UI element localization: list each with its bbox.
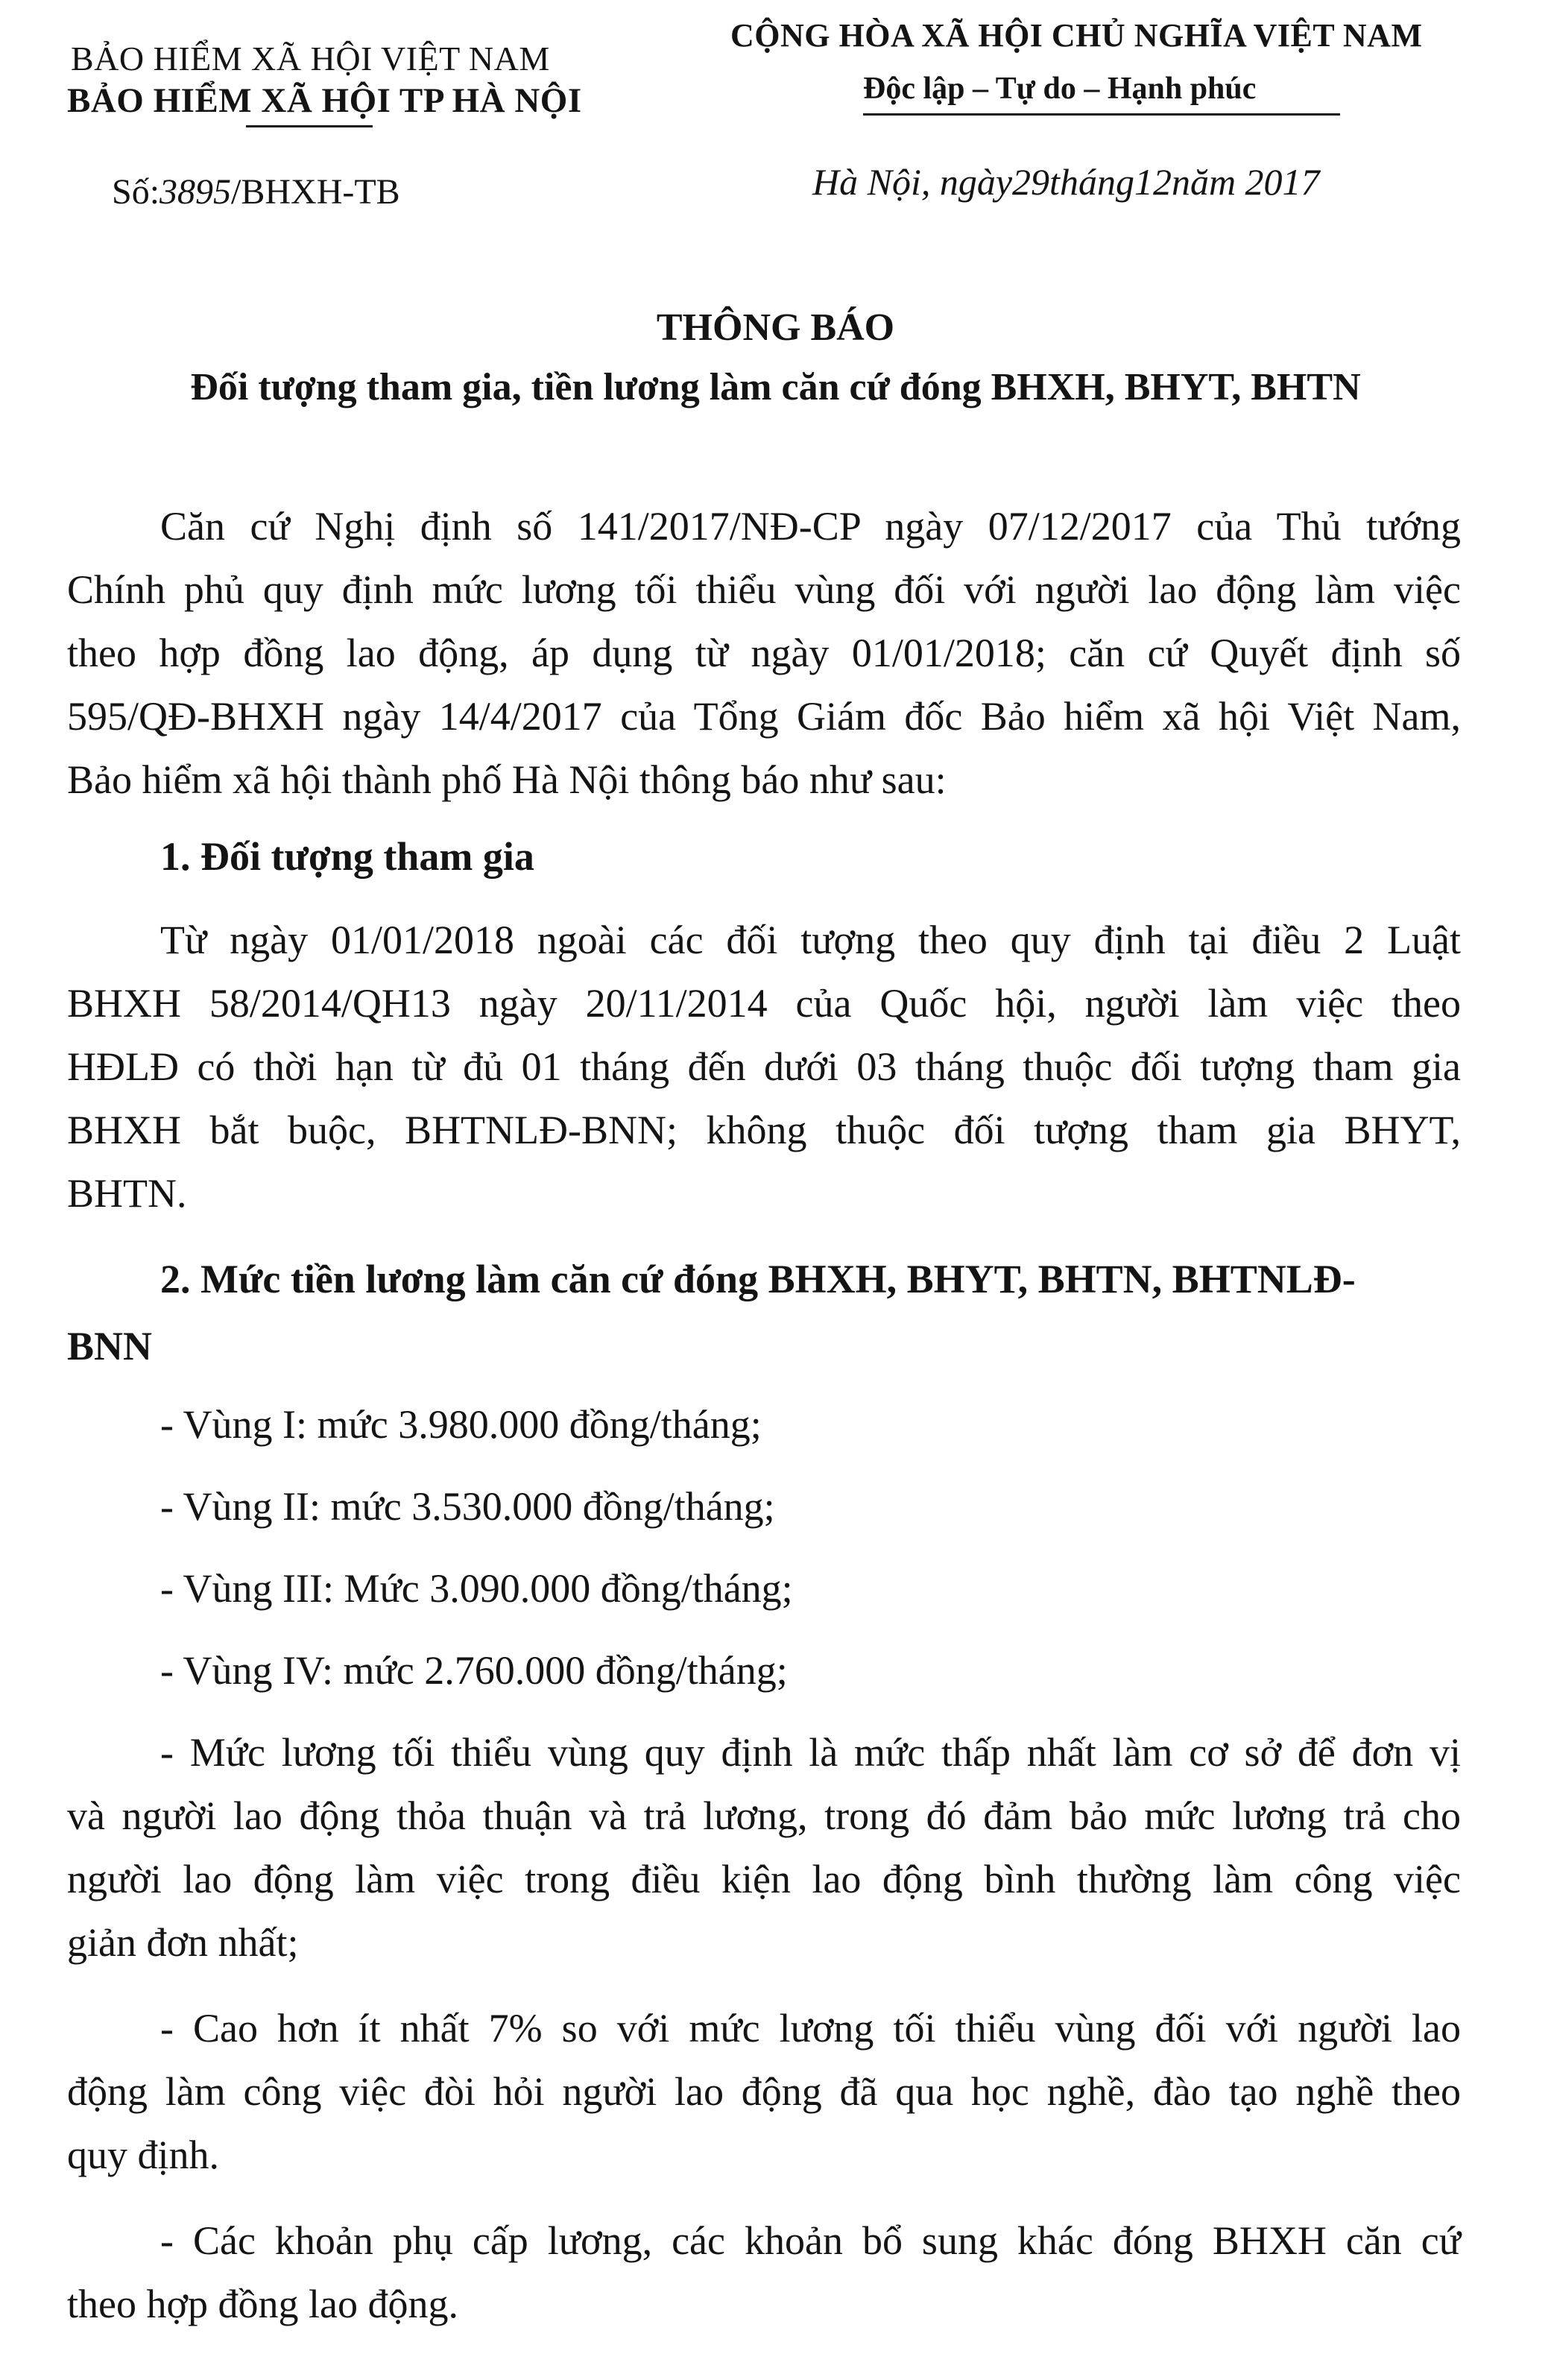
section-1-line: BHTN. [67,1171,187,1216]
region-item: - Vùng III: Mức 3.090.000 đồng/tháng; [160,1566,793,1611]
para-b-line: - Cao hơn ít nhất 7% so với mức lương tối thiểu vùng đối với người lao [160,2006,1461,2051]
intro-line: Chính phủ quy định mức lương tối thiểu vùng đối với người lao động làm việc [67,567,1461,612]
notice-subtitle: Đối tượng tham gia, tiền lương làm căn cứ đóng BHXH, BHYT, BHTN [190,366,1361,408]
section-1-line: BHXH 58/2014/QH13 ngày 20/11/2014 của Quốc hội, người làm việc theo [67,981,1461,1026]
section-1-line: BHXH bắt buộc, BHTNLĐ-BNN; không thuộc đối tượng tham gia BHYT, [67,1108,1461,1152]
nation-title: CỘNG HÒA XÃ HỘI CHỦ NGHĨA VIỆT NAM [730,17,1423,54]
motto: Độc lập – Tự do – Hạnh phúc [863,72,1257,106]
agency-underline [246,125,373,127]
section-2-heading-cont: BNN [67,1324,153,1369]
para-a-line: và người lao động thỏa thuận và trả lương, trong đó đảm bảo mức lương trả cho [67,1793,1461,1838]
region-item: - Vùng IV: mức 2.760.000 đồng/tháng; [160,1648,788,1693]
para-c-line: - Các khoản phụ cấp lương, các khoản bổ sung khác đóng BHXH căn cứ [160,2218,1461,2263]
para-a-line: giản đơn nhất; [67,1920,299,1965]
agency-local: BẢO HIỂM XÃ HỘI TP HÀ NỘI [67,81,582,120]
intro-line: Căn cứ Nghị định số 141/2017/NĐ-CP ngày 07/12/2017 của Thủ tướng [160,504,1461,549]
intro-line: theo hợp đồng lao động, áp dụng từ ngày 01/01/2018; căn cứ Quyết định số [67,631,1461,675]
section-1-heading: 1. Đối tượng tham gia [160,834,534,879]
day-handwritten: 29 [1012,161,1050,203]
intro-line: 595/QĐ-BHXH ngày 14/4/2017 của Tổng Giám đốc Bảo hiểm xã hội Việt Nam, [67,694,1461,739]
doc-number-handwritten: 3895 [159,172,232,212]
intro-line: Bảo hiểm xã hội thành phố Hà Nội thông báo như sau: [67,757,947,802]
para-c-line: theo hợp đồng lao động. [67,2282,458,2326]
section-2-heading: 2. Mức tiền lương làm căn cứ đóng BHXH, BHYT, BHTN, BHTNLĐ- [160,1257,1356,1301]
para-a-line: - Mức lương tối thiểu vùng quy định là mức thấp nhất làm cơ sở để đơn vị [160,1730,1461,1775]
para-a-line: người lao động làm việc trong điều kiện lao động bình thường làm công việc [67,1857,1461,1901]
month-handwritten: 12 [1134,161,1172,203]
agency-parent: BẢO HIỂM XÃ HỘI VIỆT NAM [71,40,550,78]
motto-underline [863,113,1340,116]
region-item: - Vùng II: mức 3.530.000 đồng/tháng; [160,1484,775,1529]
document-number: Số:3895/BHXH-TB [112,172,400,212]
place-date: Hà Nội, ngày29tháng12năm 2017 [812,161,1320,203]
section-1-line: Từ ngày 01/01/2018 ngoài các đối tượng theo quy định tại điều 2 Luật [160,918,1461,962]
region-item: - Vùng I: mức 3.980.000 đồng/tháng; [160,1402,762,1447]
para-b-line: động làm công việc đòi hỏi người lao động đã qua học nghề, đào tạo nghề theo [67,2069,1461,2114]
notice-title: THÔNG BÁO [656,306,895,349]
para-b-line: quy định. [67,2133,220,2177]
section-1-line: HĐLĐ có thời hạn từ đủ 01 tháng đến dưới 03 tháng thuộc đối tượng tham gia [67,1044,1461,1089]
